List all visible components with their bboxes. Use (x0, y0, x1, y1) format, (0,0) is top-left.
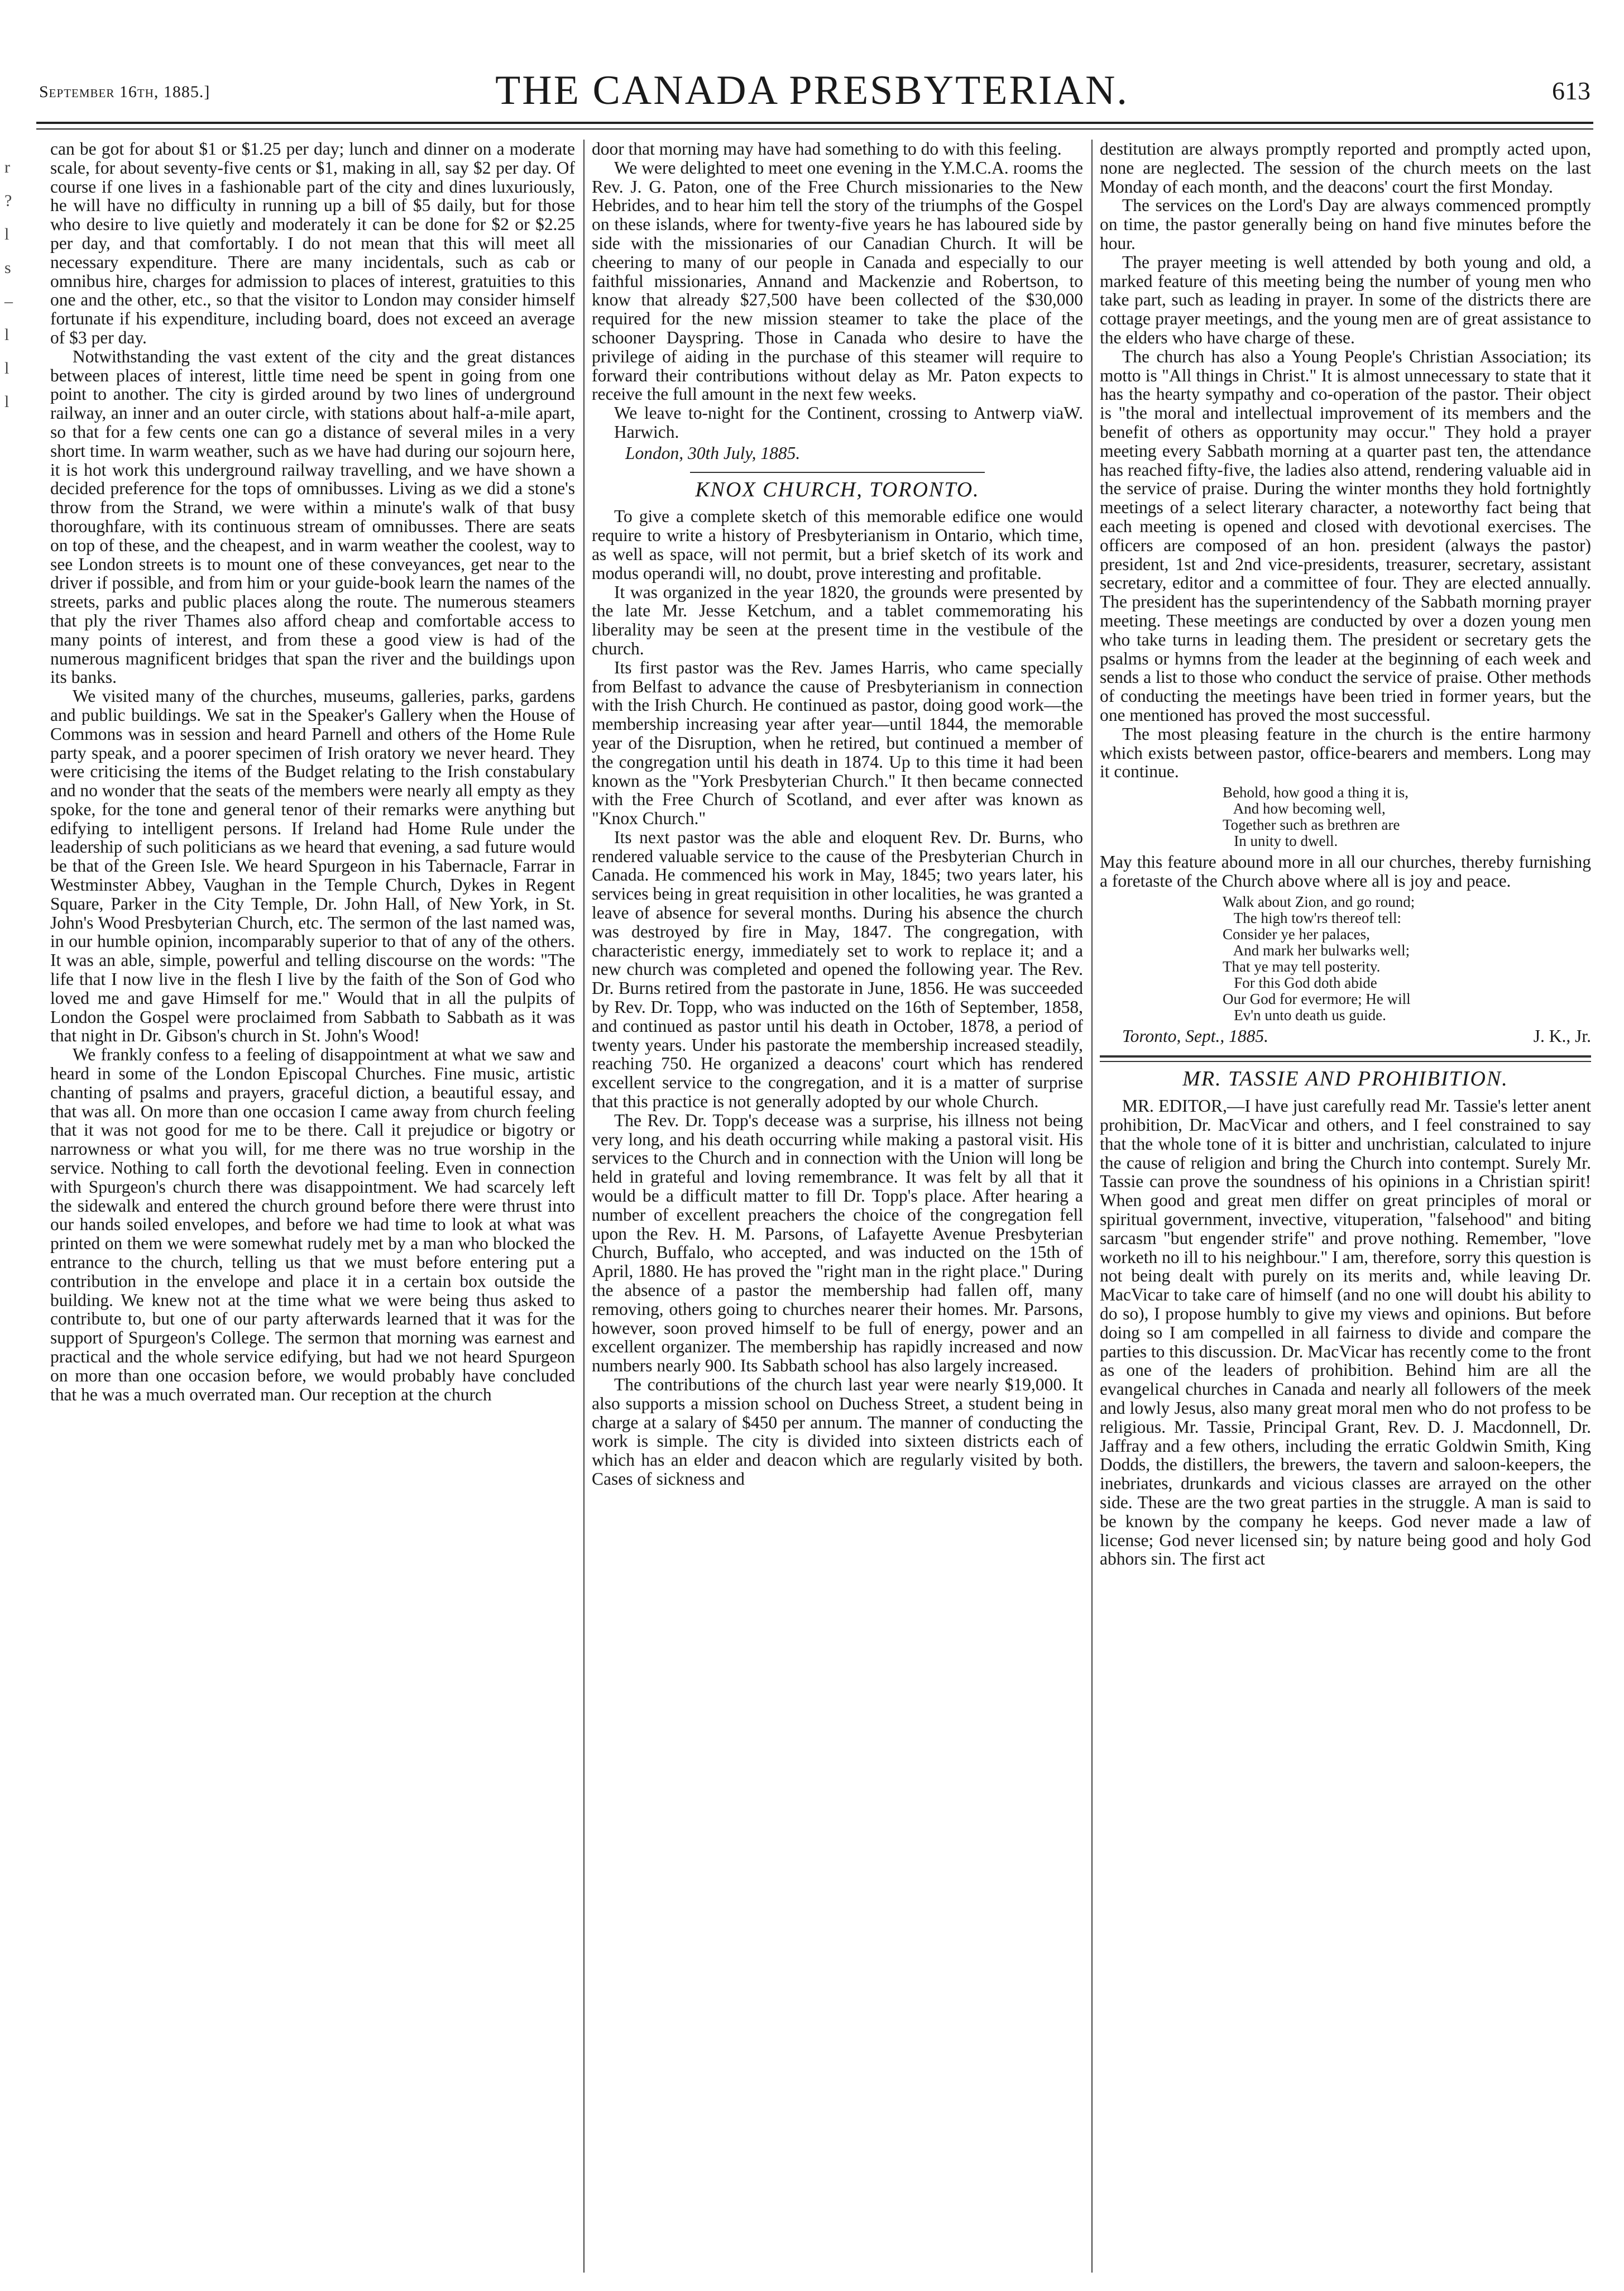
letter-dateline: London, 30th July, 1885. (625, 443, 801, 463)
column-1 (50, 140, 575, 2273)
signoff-place-date: Toronto, Sept., 1885. (1122, 1026, 1268, 1046)
paragraph: Its next pastor was the able and eloquent Rev. Dr. Burns, who rendered valuable service to the cause of the Presbyterian Church in Canada. He commenced his work in May, 1845; two years later, his services being in great requisition in other localities, he was granted a leave of absence for several months. During his absence the church was destroyed by fire in May, 1847. The congregation, with characteristic energy, immediately set to work to replace it; and a new church was completed and opened the following year. The Rev. Dr. Burns retired from the pastorate in June, 1856. He was succeeded by Rev. Dr. Topp, who was inducted on the 16th of September, 1858, and continued as pastor until his death in October, 1878, a period of twenty years. Under his pastorate the membership increased steadily, reaching 750. He organized a deacons' court which has rendered excellent service to the congregation, and it is a matter of surprise that this practice is not generally adopted by our whole Church. (592, 827, 1083, 1112)
verse-line: And mark her bulwarks well; (1223, 941, 1410, 959)
paragraph: The Rev. Dr. Topp's decease was a surprise, his illness not being very long, and his death occurring while making a pastoral visit. His services to the Church and in connection with the Union will long be held in grateful and loving remembrance. It was felt by all that it would be a difficult matter to fill Dr. Topp's place. After hearing a number of excellent preachers the choice of the congregation fell upon the Rev. H. M. Parsons, of Lafayette Avenue Presbyterian Church, Buffalo, who accepted, and was inducted on the 15th of April, 1880. He has proved the "right man in the right place." During the absence of a pastor the membership had fallen off, many removing, others going to churches nearer their homes. Mr. Parsons, however, soon proved himself to be full of energy, power and an excellent organizer. The membership has rapidly increased and now numbers nearly 900. Its Sabbath school has also largely increased. (592, 1110, 1083, 1376)
margin-mark: l (4, 393, 9, 411)
margin-mark: – (4, 292, 13, 310)
letter-closing (592, 404, 1083, 442)
margin-marks (4, 151, 13, 419)
signoff-name: J. K., Jr. (1533, 1026, 1591, 1046)
paragraph: can be got for about $1 or $1.25 per day; lunch and dinner on a moderate scale, for about seventy-five cents or $1, making in all, say $2 per day. Of course if one lives in a fashionable part of the city and dines luxuriously, he will have no difficulty in running up a bill of $5 daily, but for those who desire to live quietly and moderately it can be done for $2 or $2.25 per day, and that comfortably. I do not mean that this will meet all necessary expenditure. There are many incidentals, such as cab or omnibus hire, charges for admission to places of interest, gratuities to this one and the other, etc., so that the visitor to London may consider himself fortunate if his expenditure, including board, does not exceed an average of $3 per day. (50, 140, 575, 347)
paragraph: Notwithstanding the vast extent of the city and the great distances between places of interest, little time need be spent in going from one point to another. The city is girded around by two lines of underground railway, an inner and an outer circle, with stations about half-a-mile apart, so that for a few cents one can go a distance of several miles in a very short time. In warm weather, such as we have had during our sojourn here, it is hot work this underground railway travelling, and we have shown a decided preference for the tops of omnibusses. Living as we did a stone's throw from the Strand, we were within a minute's walk of that busy thoroughfare, with its continuous stream of omnibusses. There are seats on top of these, and the cheapest, and in warm weather the coolest, way to see London streets is to mount one of these conveyances, get near to the driver if possible, and from him or your guide-book learn the names of the streets, parks and public places along the route. The numerous steamers that ply the river Thames also afford cheap and comfortable access to many points of interest, and from these a good view is had of the numerous magnificent bridges that span the river and the buildings upon its banks. (50, 346, 575, 687)
column-3 (1100, 140, 1591, 2273)
verse-block (1223, 785, 1591, 849)
paragraph: We visited many of the churches, museums, galleries, parks, gardens and public buildings. We sat in the Speaker's Gallery when the House of Commons was in session and heard Parnell and others of the Home Rule party speak, and a poorer specimen of Irish oratory we never heard. They were criticising the items of the Budget relating to the Irish constabulary and no wonder that the seats of the members were nearly all empty as they spoke, for the tone and general tenor of their remarks were anything but edifying to intelligent persons. If Ireland had Home Rule under the leadership of such politicians as we heard that evening, a sad future would be that of the Green Isle. We heard Spurgeon in his Tabernacle, Farrar in Westminster Abbey, Vaughan in the Temple Church, Dykes in Regent Square, Parker in the City Temple, Dr. John Hall, of New York, in St. John's Wood Presbyterian Church, etc. The sermon of the last named was, in our humble opinion, incomparably superior to that of any of the others. It was an able, simple, powerful and telling discourse on the words: "The life that I now live in the flesh I live by the faith of the Son of God who loved me and gave Himself for me." Would that in all the pulpits of London the Gospel were proclaimed from Sabbath to Sabbath as it was that night in Dr. Gibson's church in St. John's Wood! (50, 686, 575, 1046)
column-rule (583, 140, 585, 2273)
paragraph: destitution are always promptly reported and promptly acted upon, none are neglected. The session of the church meets on the last Monday of each month, and the deacons' court the first Monday. (1100, 140, 1591, 197)
paragraph: The church has also a Young People's Christian Association; its motto is "All things in Christ." It is almost unnecessary to state that it has the hearty sympathy and co-operation of the pastor. Their object is "the moral and intellectual improvement of its members and the benefit of others as opportunity may occur." They hold a prayer meeting every Sabbath morning at a quarter past ten, the attendance has reached fifty-five, the ladies also attend, rendering valuable aid in the service of praise. During the winter months they hold fortnightly meetings of a select literary character, a noteworthy fact being that each meeting is opened and closed with devotional exercises. The officers are composed of an hon. president (always the pastor) president, 1st and 2nd vice-presidents, treasurer, secretary, assistant secretary, editor and a committee of four. They are elected annually. The president has the superintendency of the Sabbath morning prayer meeting. These meetings are conducted by over a dozen young men who take turns in leading them. The president or secretary gets the psalms or hymns from the leader at the beginning of each week and sends a list to those who conduct the service of praise. Other methods of conducting the meetings have been tried in former years, but the one mentioned has proved the most successful. (1100, 346, 1591, 725)
verse-line: Ev'n unto death us guide. (1223, 1006, 1386, 1023)
paragraph: We frankly confess to a feeling of disappointment at what we saw and heard in some of the London Episcopal Churches. Fine music, artistic chanting of psalms and prayers, graceful diction, a beautiful essay, and that was all. On more than one occasion I came away from church feeling that it was not good for me to be there. Call it prejudice or bigotry or narrowness or what you will, for me there was no true worship in the service. Nothing to call forth the devotional feeling. Even in connection with Spurgeon's church there was disappointment. We had scarcely left the sidewalk and entered the church ground before there were thrust into our hands soiled envelopes, and before we had time to look at what was printed on them we were somewhat rudely met by a man who blocked the entrance to the church, telling us that we must before entering put a contribution in the envelope and place it in a certain box outside the building. We knew not at the time what we were being thus asked to contribute to, but one of our party afterwards learned that it was for the support of Spurgeon's College. The sermon that morning was earnest and practical and the whole service edifying, but had we not heard Spurgeon on more than one occasion before, we would probably have concluded that he was a much overrated man. Our reception at the church (50, 1045, 575, 1404)
header-date: September 16th, 1885.] (39, 83, 210, 101)
verse-line: Behold, how good a thing it is, (1223, 784, 1409, 801)
verse-line: Together such as brethren are (1223, 816, 1400, 834)
verse-line: That ye may tell posterity. (1223, 958, 1381, 975)
margin-mark: l (4, 359, 9, 377)
letter-signature: W. (1063, 403, 1083, 423)
verse-line: And how becoming well, (1223, 800, 1386, 817)
paragraph: door that morning may have had something to do with this feeling. (592, 140, 1062, 159)
column-rule (1091, 140, 1093, 2273)
paragraph: The prayer meeting is well attended by both young and old, a marked feature of this meeting being the number of young men who take part, such as leading in prayer. In some of the districts there are cottage prayer meetings, and the young men are of great assistance to the elders who have charge of these. (1100, 252, 1591, 347)
margin-mark: ? (4, 192, 12, 210)
margin-mark: s (4, 259, 11, 277)
margin-mark: l (4, 225, 9, 243)
column-2 (592, 140, 1083, 2273)
paragraph: We were delighted to meet one evening in the Y.M.C.A. rooms the Rev. J. G. Paton, one of the Free Church missionaries to the New Hebrides, and to hear him tell the story of the triumphs of the Gospel on these islands, where for twenty-five years he has laboured side by side with the missionaries of our Canadian Church. It will be cheering to many of our people in Canada and especially to our faithful missionaries, Annand and Mackenzie and Robertson, to know that already $27,500 have been collected of the $30,000 required for the new mission steamer to take the place of the schooner Dayspring. Those in Canada who desire to have the privilege of aiding in the purchase of this steamer will require to forward their contributions without delay as Mr. Paton expects to receive the full amount in the next few weeks. (592, 157, 1083, 404)
article-heading: KNOX CHURCH, TORONTO. (695, 477, 980, 501)
verse-line: In unity to dwell. (1223, 833, 1338, 850)
section-divider-thin (1100, 1061, 1591, 1062)
verse-line: Consider ye her palaces, (1223, 925, 1370, 943)
page-number: 613 (1552, 76, 1591, 105)
verse-block (1223, 894, 1591, 1023)
page-header (22, 56, 1602, 117)
paragraph: To give a complete sketch of this memorable edifice one would require to write a history of Presbyterianism in Ontario, which time, as well as space, will not permit, but a brief sketch of its work and modus operandi will, no doubt, prove interesting and profitable. (592, 506, 1083, 583)
verse-line: For this God doth abide (1223, 974, 1377, 991)
paragraph: May this feature abound more in all our churches, thereby furnishing a foretaste of the Church above where all is joy and peace. (1100, 852, 1591, 891)
article-heading: MR. TASSIE AND PROHIBITION. (1182, 1067, 1508, 1091)
margin-mark: r (4, 158, 10, 176)
margin-mark: l (4, 326, 9, 344)
header-rule-thin (36, 128, 1593, 130)
paragraph: It was organized in the year 1820, the grounds were presented by the late Mr. Jesse Ketchum, and a tablet commemorating his liberality may be seen at the present time in the vestibule of the church. (592, 582, 1083, 658)
paragraph: Its first pastor was the Rev. James Harris, who came specially from Belfast to advance the cause of Presbyterianism in connection with the Irish Church. He continued as pastor, doing good work—the membership increasing year after year—until 1844, the memorable year of the Disruption, when he retired, but continued a member of the congregation until his death in 1874. Up to this time it had been known as the "York Presbyterian Church." It then became connected with the Free Church of Scotland, and ever after was known as "Knox Church." (592, 657, 1083, 829)
verse-line: Our God for evermore; He will (1223, 990, 1411, 1007)
article-signoff (1100, 1027, 1591, 1046)
paragraph: The contributions of the church last year were nearly $19,000. It also supports a mission school on Duchess Street, a student being in charge at a salary of $450 per annum. The manner of conducting the work is simple. The city is divided into sixteen districts each of which has an elder and deacon which are regularly visited by both. Cases of sickness and (592, 1375, 1083, 1489)
newspaper-title: THE CANADA PRESBYTERIAN. (495, 68, 1129, 113)
paragraph: MR. EDITOR,—I have just carefully read Mr. Tassie's letter anent prohibition, Dr. MacVicar and others, and I feel constrained to say that the whole tone of it is bitter and unchristian, calculated to injure the cause of religion and bring the Church into contempt. Surely Mr. Tassie can prove the soundness of his opinions in a Christian spirit! When good and great men differ on great principles of moral or spiritual government, invective, vituperation, "falsehood" and biting sarcasm "but engender strife" and prove nothing. Remember, "love worketh no ill to his neighbour." I am, therefore, sorry this question is not being dealt with purely on its merits and, while leaving Dr. MacVicar to take care of himself (and no one will doubt his ability to do so), I propose humbly to give my views and opinions. But before doing so I am compelled in all fairness to divide and compare the parties to this discussion. Dr. MacVicar has recently come to the front as one of the leaders of prohibition. Behind him are all the evangelical churches in Canada and nearly all followers of the meek and lowly Jesus, also many great moral men who do not profess to be religious. Mr. Tassie, Principal Grant, Rev. D. J. Macdonnell, Dr. Jaffray and a few others, including the erratic Goldwin Smith, King Dodds, the distillers, the brewers, the tavern and saloon-keepers, the inebriates, drunkards and vicious classes are arrayed on the other side. These are the two great parties in the struggle. A man is said to be known by the company he keeps. God never made a law of license; God never licensed sin; by nature being good and holy God abhors sin. The first act (1100, 1096, 1591, 1569)
paragraph: We leave to-night for the Continent, crossing to Antwerp via Harwich. (614, 403, 1064, 442)
verse-line: The high tow'rs thereof tell: (1223, 909, 1402, 926)
verse-line: Walk about Zion, and go round; (1223, 893, 1415, 910)
section-divider-thick (1100, 1055, 1591, 1058)
header-rule-thick (36, 122, 1593, 124)
paragraph: The most pleasing feature in the church is the entire harmony which exists between pastor, office-bearers and members. Long may it continue. (1100, 724, 1591, 782)
paragraph: The services on the Lord's Day are always commenced promptly on time, the pastor generally being on hand five minutes before the hour. (1100, 195, 1591, 253)
section-divider (690, 472, 985, 473)
